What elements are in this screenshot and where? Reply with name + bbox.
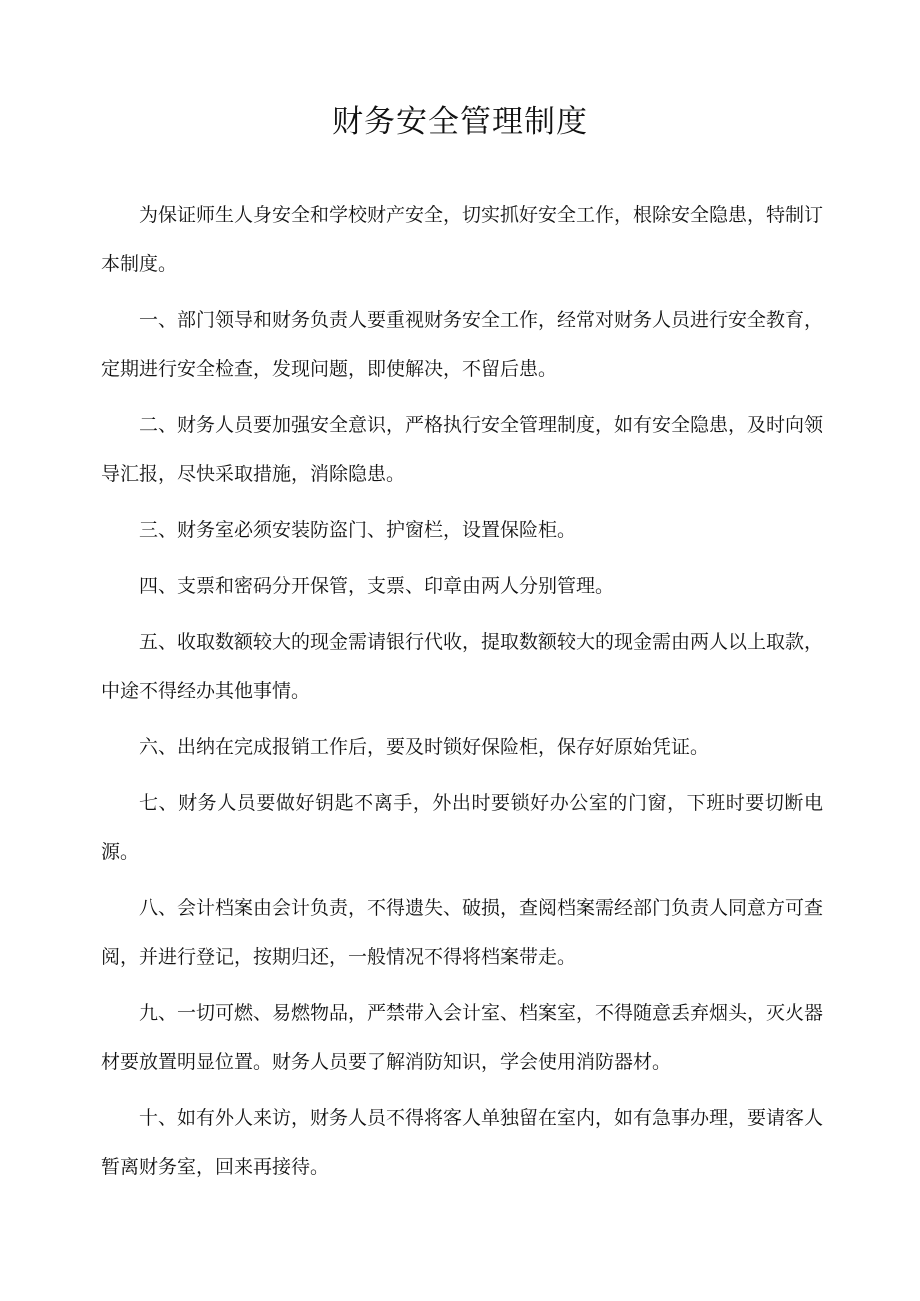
rule-paragraph-2: 二、财务人员要加强安全意识，严格执行安全管理制度，如有安全隐患，及时向领导汇报，尽快采取措施，消除隐患。 (101, 414, 824, 485)
rule-paragraph-7: 七、财务人员要做好钥匙不离手，外出时要锁好办公室的门窗，下班时要切断电源。 (101, 792, 823, 863)
document-body (101, 191, 823, 1199)
rule-paragraph-5: 五、收取数额较大的现金需请银行代收，提取数额较大的现金需由两人以上取款，中途不得经办其他事情。 (101, 631, 824, 702)
document-title: 财务安全管理制度 (332, 104, 588, 140)
rule-paragraph-6: 六、出纳在完成报销工作后，要及时锁好保险柜，保存好原始凭证。 (139, 736, 710, 758)
rule-paragraph-3: 三、财务室必须安装防盗门、护窗栏，设置保险柜。 (139, 519, 577, 541)
intro-paragraph: 为保证师生人身安全和学校财产安全，切实抓好安全工作，根除安全隐患，特制订本制度。 (101, 204, 824, 275)
rule-paragraph-4: 四、支票和密码分开保管，支票、印章由两人分别管理。 (139, 575, 615, 597)
rule-paragraph-10: 十、如有外人来访，财务人员不得将客人单独留在室内，如有急事办理，要请客人暂离财务室，回来再接待。 (101, 1107, 824, 1178)
rule-paragraph-9: 九、一切可燃、易燃物品，严禁带入会计室、档案室，不得随意丢弃烟头，灭火器材要放置明显位置。财务人员要了解消防知识，学会使用消防器材。 (101, 1002, 824, 1073)
rule-paragraph-8: 八、会计档案由会计负责，不得遗失、破损，查阅档案需经部门负责人同意方可查阅，并进行登记，按期归还，一般情况不得将档案带走。 (101, 897, 824, 968)
rule-paragraph-1: 一、部门领导和财务负责人要重视财务安全工作，经常对财务人员进行安全教育，定期进行安全检查，发现问题，即使解决，不留后患。 (101, 309, 824, 380)
